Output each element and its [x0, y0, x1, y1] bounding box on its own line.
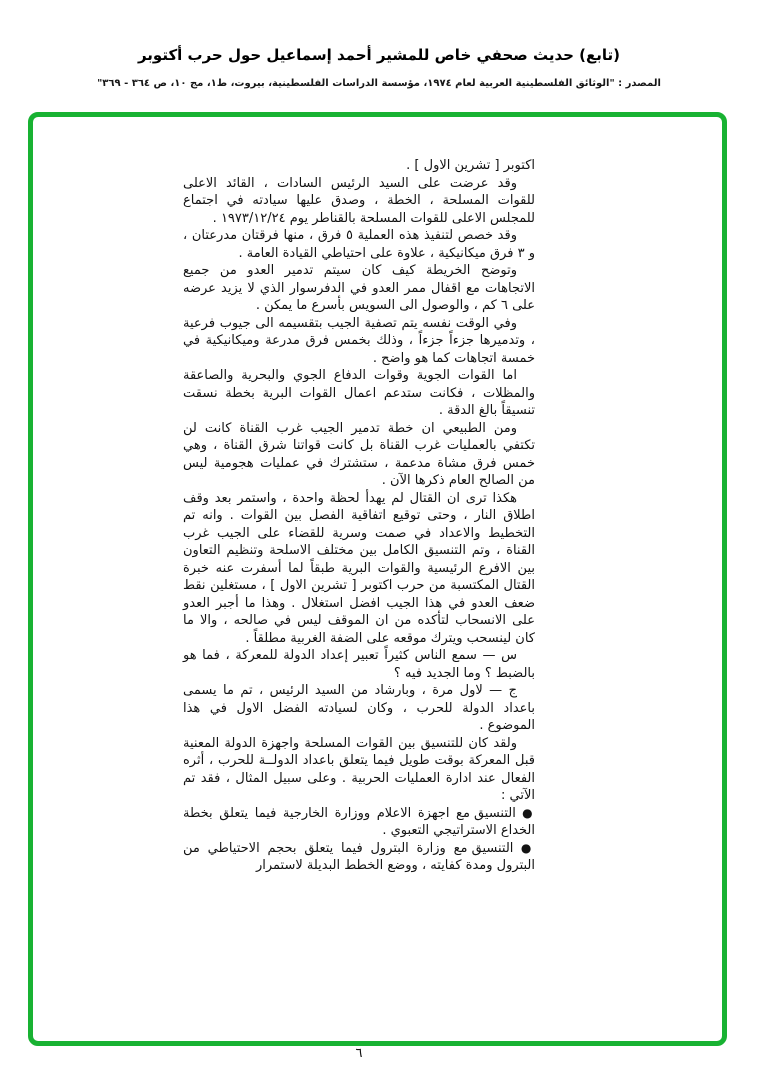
- bullet-icon: ●: [513, 840, 535, 855]
- paragraph-bullet: ● التنسيق مع وزارة البترول فيما يتعلق بحجم الاحتياطي من البترول ومدة كفايته ، ووضع الخطط البديلة لاستمرار: [183, 840, 535, 873]
- paragraph-body: هكذا ترى ان القتال لم يهدأ لحظة واحدة ، واستمر بعد وقف اطلاق النار ، وحتى توقيع اتفاقية الفصل بين القوات . وانه تم التخطيط والاعداد في صمت وسرية للقضاء على الجيب غرب القناة ، وتم التنسيق الكامل بين مختلف الاسلحة وتنظيم التعاون بين الافرع الرئيسية والقوات البرية طبقاً لما أسفرت عنه خبرة القتال المكتسبة من حرب اكتوبر [ تشرين الاول ] ، مستغلين نقط ضعف العدو في هذا الجيب افضل استغلال . وهذا ما أجبر العدو على الانسحاب لتأكده من ان الموقف ليس في صالحه ، والا ما كان لينسحب ويترك موقعه على الضفة الغربية مطلقاً .: [183, 490, 535, 646]
- paragraph-bullet: ● التنسيق مع اجهزة الاعلام ووزارة الخارجية فيما يتعلق بخطة الخداع الاستراتيجي التعبوي .: [183, 805, 535, 838]
- paragraph-answer: ج — لاول مرة ، وبارشاد من السيد الرئيس ، تم ما يسمى باعداد الدولة للحرب ، وكان لسيادته الفضل الاول في هذا الموضوع .: [183, 683, 535, 733]
- document-text: [183, 157, 535, 875]
- page-number: ٦: [355, 1046, 363, 1061]
- paragraph-body: اما القوات الجوية وقوات الدفاع الجوي والبحرية والصاعقة والمظلات ، فكانت ستدعم اعمال القوات البرية بخطة نسقت تنسيقاً بالغ الدقة .: [183, 368, 535, 418]
- bullet-icon: ●: [515, 805, 535, 820]
- paragraph-body: وقد خصص لتنفيذ هذه العملية ٥ فرق ، منها فرقتان مدرعتان ، و ٣ فرق ميكانيكية ، علاوة على احتياطي القيادة العامة .: [183, 228, 535, 261]
- paragraph-body: ومن الطبيعي ان خطة تدمير الجيب غرب القناة كانت لن تكتفي بالعمليات غرب القناة بل كانت قواتنا شرق القناة ، وهي خمس فرق مشاة مدعمة ، ستشترك في عمليات هجومية ليس من الصالح العام ذكرها الآن .: [183, 420, 535, 488]
- paragraph-body: ولقد كان للتنسيق بين القوات المسلحة واجهزة الدولة المعنية قبل المعركة بوقت طويل فيما يتعلق باعداد الدولــة للحرب ، أثره الفعال عند ادارة العمليات الحربية . وعلى سبيل المثال ، فقد تم الآتي :: [183, 735, 535, 803]
- paragraph-question: س — سمع الناس كثيراً تعبير إعداد الدولة للمعركة ، فما هو بالضبط ؟ وما الجديد فيه ؟: [183, 648, 535, 681]
- paragraph-body: وتوضح الخريطة كيف كان سيتم تدمير العدو من جميع الاتجاهات مع اقفال ممر العدو في الدفرسوار الذي لا يزيد عرضه على ٦ كم ، والوصول الى السويس بأسرع ما يمكن .: [183, 263, 535, 313]
- highlight-frame: [28, 112, 727, 1046]
- paragraph-continuation: اكتوبر [ تشرين الاول ] .: [406, 158, 535, 173]
- paragraph-body: وفي الوقت نفسه يتم تصفية الجيب بتقسيمه الى جيوب فرعية ، وتدميرها جزءاً جزءاً ، وذلك بخمس فرق مدرعة وميكانيكية في خمسة اتجاهات كما هو واضح .: [183, 315, 535, 366]
- page-title: (تابع) حديث صحفي خاص للمشير أحمد إسماعيل حول حرب أكتوبر: [137, 46, 621, 64]
- paragraph-body: وقد عرضت على السيد الرئيس السادات ، القائد الاعلى للقوات المسلحة ، الخطة ، وصدق عليها سيادته في اجتماع للمجلس الاعلى للقوات المسلحة بالقناطر يوم ١٩٧٣/١٢/٢٤ .: [183, 175, 535, 226]
- source-citation: المصدر : "الوثائق الفلسطينية العربية لعام ١٩٧٤، مؤسسة الدراسات الفلسطينية، بيروت، ط١، مج ١٠، ص ٣٦٤ - ٣٦٩": [97, 78, 661, 89]
